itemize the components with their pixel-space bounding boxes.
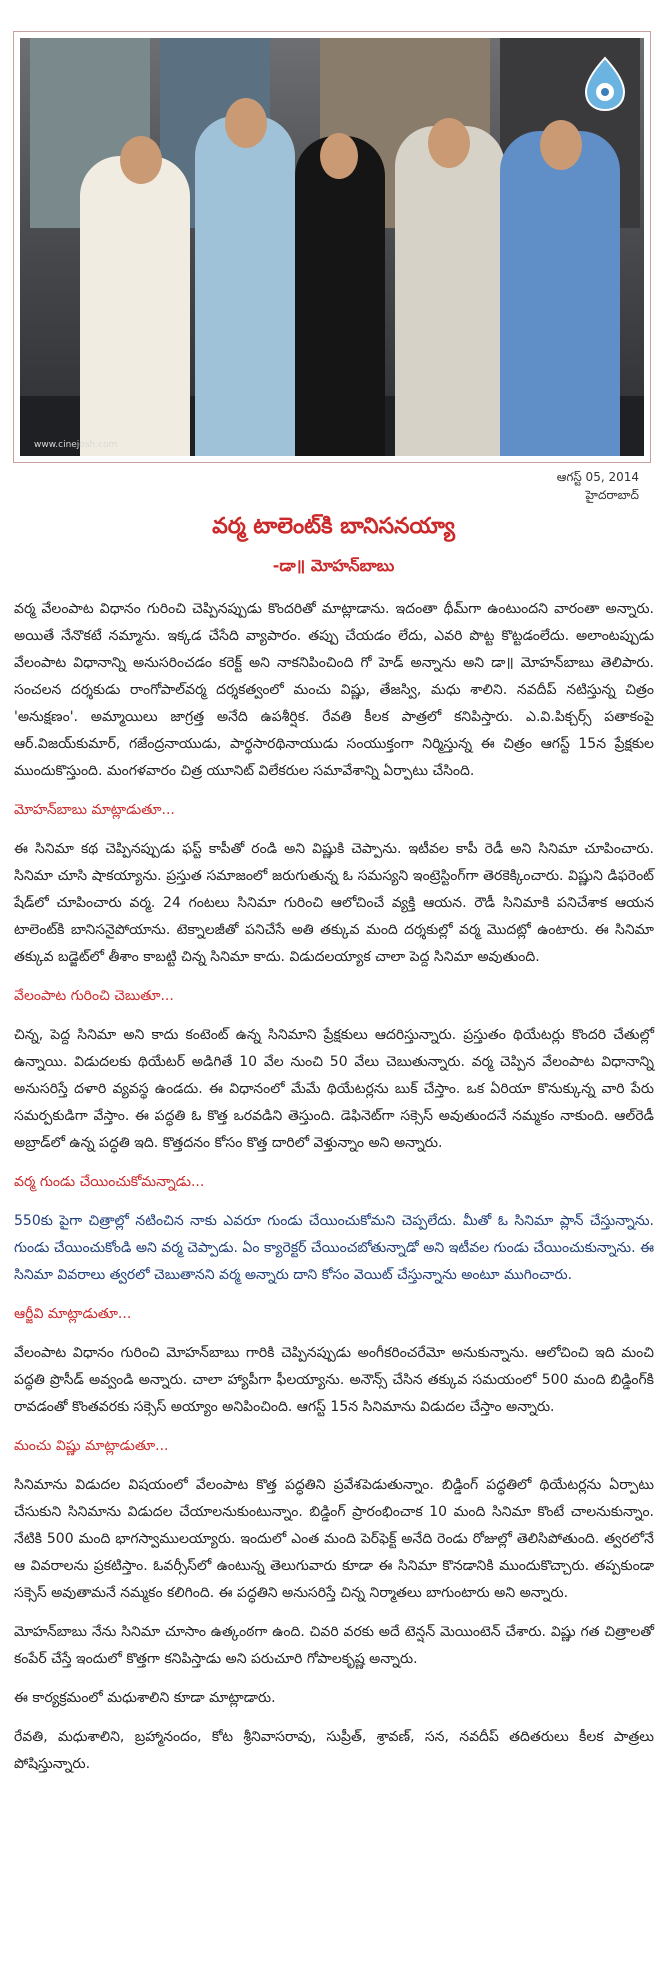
person-figure (500, 131, 620, 456)
photo-watermark: www.cinejosh.com (34, 440, 118, 450)
section-text: చిన్న, పెద్ద సినిమా అని కాదు కంటెంట్ ఉన్న సినిమాని ప్రేక్షకులు ఆదరిస్తున్నారు. ప్రస్తుతం థియేటర్లు కొందరి చేతుల్లో ఉన్నాయి. విడుదలకు థియేటర్ అడిగితే 10 వేల నుంచి 50 వేలు చెబుతున్నారు. వర్మ చెప్పిన వేలంపాట విధానాన్ని అనుసరిస్తే దళారి వ్యవస్థ ఉండదు. ఈ విధానంలో మేమే థియేటర్లను బుక్ చేస్తాం. ఒక ఏరియా కొనుక్కున్న వారి పేరు సమర్పకుడిగా వేస్తాం. ఈ పద్ధతి ఓ కొత్త ఒరవడిని తెస్తుంది. డెఫినెట్‌గా సక్సెస్ అవుతుందనే నమ్మకం నాకుంది. ఆల్‌రెడీ అబ్రాడ్‌లో ఉన్న పద్ధతి ఇది. కొత్తదనం కోసం కొత్త దారిలో వెళ్తున్నాం అని అన్నారు. (14, 1027, 654, 1151)
article-byline: -డా॥ మోహన్‌బాబు (272, 556, 395, 575)
section-heading: మోహన్‌బాబు మాట్లాడుతూ... (14, 802, 175, 818)
article-body (14, 596, 654, 1790)
person-head (540, 120, 582, 170)
closing-paragraph: మోహన్‌బాబు నేను సినిమా చూసాం ఉత్కంఠగా ఉంది. చివరి వరకు అదే టెన్షన్ మెయింటెన్ చేశారు. విష్ణు గత చిత్రాలతో కంపేర్ చేస్తే ఇందులో కొత్తగా కనిపిస్తాడు అని పరుచూరి గోపాలకృష్ణ అన్నారు. (14, 1624, 654, 1667)
person-head (120, 136, 162, 184)
section-text: 550కు పైగా చిత్రాల్లో నటించిన నాకు ఎవరూ గుండు చేయించుకోమని చెప్పలేదు. మీతో ఓ సినిమా ప్లాన్ చేస్తున్నాను. గుండు చేయించుకోండి అని వర్మ చెప్పాడు. ఏం క్యారెక్టర్ చేయించబోతున్నాడో అని ఇటీవల గుండు చేయించుకున్నాను. ఈ సినిమా వివరాలు త్వరలో చెబుతానని వర్మ అన్నారు దాని కోసం వెయిట్ చేస్తున్నాను అంటూ ముగించారు. (14, 1213, 654, 1283)
section-heading: వర్మ గుండు చేయించుకోమన్నాడు... (14, 1174, 205, 1190)
person-head (428, 118, 470, 168)
person-head (225, 98, 267, 148)
article-location: హైదరాబాద్ (585, 488, 639, 502)
closing-paragraph: రేవతి, మధుశాలిని, బ్రహ్మానందం, కోట శ్రీనివాసరావు, సుప్రీత్, శ్రావణ్, సన, నవదీప్ తదితరులు కీలక పాత్రలు పోషిస్తున్నారు. (14, 1729, 654, 1772)
section-text: వేలంపాట విధానం గురించి మోహన్‌బాబు గారికి చెప్పినప్పుడు అంగీకరించరేమో అనుకున్నాను. ఆలోచించి ఇది మంచి పద్ధతి ప్రొసీడ్ అవ్వండి అన్నారు. చాలా హ్యాపీగా ఫీలయ్యాను. అనౌన్స్ చేసిన తక్కువ సమయంలో 500 మంది బిడ్డింగ్‌కి రావడంతో కొంతవరకు సక్సెస్ అయ్యాం అనిపించింది. ఆగస్ట్ 15న సినిమాను విడుదల చేస్తాం అన్నారు. (14, 1345, 654, 1415)
article-title: వర్మ టాలెంట్‌కి బానిసనయ్యా (212, 514, 455, 539)
closing-paragraph: ఈ కార్యక్రమంలో మధుశాలిని కూడా మాట్లాడారు. (14, 1690, 276, 1706)
person-figure (395, 126, 505, 456)
intro-paragraph: వర్మ వేలంపాట విధానం గురించి చెప్పినప్పుడు కొందరితో మాట్లాడాను. ఇదంతా థీమ్‌గా ఉంటుందని వారంతా అన్నారు. అయితే నేనొకటే నమ్మాను. ఇక్కడ చేసేది వ్యాపారం. తప్పు చేయడం లేదు, ఎవరి పొట్ట కొట్టడంలేదు. అలాంటప్పుడు వేలంపాట విధానాన్ని అనుసరించడం కరెక్ట్ అని నాకనిపించింది గో హెడ్ అన్నాను అని డా॥ మోహన్‌బాబు తెలిపారు. సంచలన దర్శకుడు రాంగోపాల్‌వర్మ దర్శకత్వంలో మంచు విష్ణు, తేజస్వి, మధు శాలిని. నవదీప్ నటిస్తున్న చిత్రం 'అనుక్షణం'. అమ్మాయిలు జాగ్రత్త అనేది ఉపశీర్షిక. రేవతి కీలక పాత్రలో కనిపిస్తారు. ఎ.వి.పిక్చర్స్ పతాకంపై ఆర్.విజయ్‌కుమార్, గజేంద్రనాయుడు, పార్థసారథినాయుడు సంయుక్తంగా నిర్మిస్తున్న ఈ చిత్రం ఆగస్ట్ 15న ప్రేక్షకుల ముందుకొస్తుంది. మంగళవారం చిత్ర యూనిట్ విలేకరుల సమావేశాన్ని ఏర్పాటు చేసింది. (14, 601, 654, 779)
section-text: సినిమాను విడుదల విషయంలో వేలంపాట కొత్త పద్ధతిని ప్రవేశపెడుతున్నాం. బిడ్డింగ్ పద్ధతిలో థియేటర్లను ఏర్పాటు చేసుకుని సినిమాను విడుదల చేయాలనుకుంటున్నాం. బిడ్డింగ్ ప్రారంభించాక 10 మంది సినిమా కొంటే చాలనుకున్నాం. నేటికి 500 మంది భాగస్వాములయ్యారు. ఇందులో ఎంత మంది పెర్‌ఫెక్ట్ అనేది రెండు రోజుల్లో తెలిసిపోతుంది. త్వరలోనే ఆ వివరాలను ప్రకటిస్తాం. ఓవర్సీస్‌లో ఉంటున్న తెలుగువారు కూడా ఈ సినిమా కొనడానికి ముందుకొచ్చారు. తప్పకుండా సక్సెస్ అవుతామనే నమ్మకం కలిగింది. ఈ పద్ధతిని అనుసరిస్తే చిన్న నిర్మాతలు బాగుంటారు అని అన్నారు. (14, 1477, 654, 1601)
article-date: ఆగస్ట్ 05, 2014 (556, 470, 639, 484)
cinejosh-logo-icon (580, 56, 630, 112)
person-figure (295, 136, 385, 456)
section-heading: ఆర్జీవి మాట్లాడుతూ... (14, 1306, 132, 1322)
event-photo (20, 38, 644, 456)
person-figure (195, 116, 295, 456)
section-heading: మంచు విష్ణు మాట్లాడుతూ... (14, 1438, 169, 1454)
person-figure (80, 156, 190, 456)
section-text: ఈ సినిమా కథ చెప్పినప్పుడు ఫస్ట్ కాపీతో రండి అని విష్ణుకి చెప్పాను. ఇటీవల కాపీ రెడీ అని సినిమా చూపించారు. సినిమా చూసి షాకయ్యాను. ప్రస్తుత సమాజంలో జరుగుతున్న ఓ సమస్యని ఇంట్రెస్టింగ్‌గా తెరకెక్కించారు. విష్ణుని డిఫరెంట్ షేడ్‌లో చూపించారు వర్మ. 24 గంటలు సినిమా గురించి ఆలోచించే వ్యక్తి ఆయన. రౌడీ సినిమాకి పనిచేశాక ఆయన టాలెంట్‌కి బానిసనైపోయాను. టెక్నాలజీతో పనిచేసే అతి తక్కువ మంది దర్శకుల్లో వర్మ మొదట్లో ఉంటారు. ఈ సినిమా తక్కువ బడ్జెట్‌లో తీశాం కాబట్టి చిన్న సినిమా కాదు. విడుదలయ్యాక చాలా పెద్ద సినిమా అవుతుంది. (14, 841, 654, 965)
photo-frame (13, 31, 651, 463)
section-heading: వేలంపాట గురించి చెబుతూ... (14, 988, 174, 1004)
person-head (320, 133, 358, 179)
